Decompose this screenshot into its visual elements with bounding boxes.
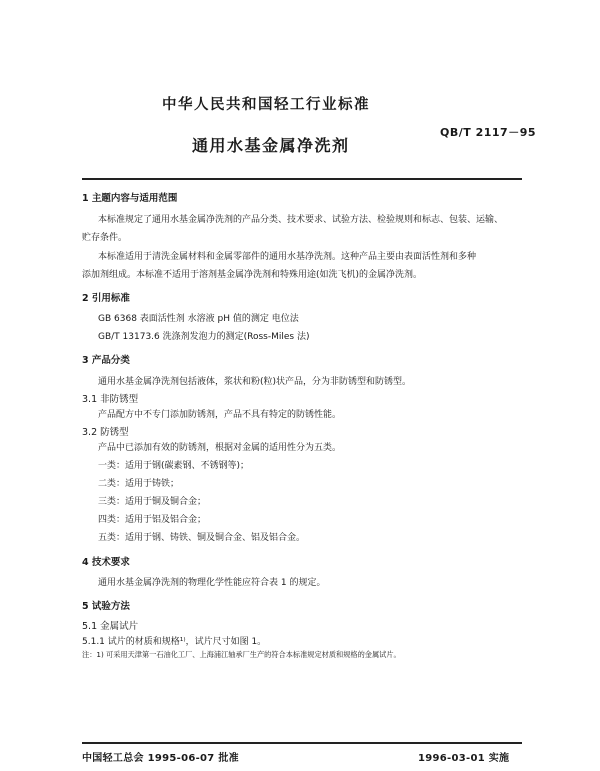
document-title: 通用水基金属净洗剂 [192, 136, 350, 155]
section-1-para-2-line-2: 添加剂组成。本标准不适用于溶剂基金属净洗剂和特殊用途(如洗飞机)的金属净洗剂。 [82, 270, 423, 280]
section-1-para-1-line-2: 贮存条件。 [82, 233, 128, 243]
section-3-2-text: 产品中已添加有效的防锈剂，根据对金属的适用性分为五类。 [98, 443, 342, 453]
class-2: 二类：适用于铸铁； [98, 479, 180, 489]
footnote: 注：1) 可采用天津第一石油化工厂、上海浦江轴承厂生产的符合本标准规定材质和规格的金属试片。 [82, 650, 401, 659]
section-1-para-2-line-1: 本标准适用于清洗金属材料和金属零部件的通用水基净洗剂。这种产品主要由表面活性剂和多种 [98, 252, 477, 262]
section-3-intro: 通用水基金属净洗剂包括液体，浆状和粉(粒)状产品，分为非防锈型和防锈型。 [98, 377, 412, 387]
section-1-heading: 1 主题内容与适用范围 [82, 193, 178, 204]
class-5: 五类：适用于钢、铸铁、铜及铜合金、铝及铝合金。 [98, 533, 306, 543]
section-5-1-heading: 5.1 金属试片 [82, 621, 139, 632]
section-3-2-heading: 3.2 防锈型 [82, 427, 129, 438]
section-4-text: 通用水基金属净洗剂的物理化学性能应符合表 1 的规定。 [98, 578, 326, 588]
section-5-heading: 5 试验方法 [82, 601, 130, 612]
section-2-heading: 2 引用标准 [82, 293, 130, 304]
org-title: 中华人民共和国轻工行业标准 [162, 97, 370, 113]
header-divider [82, 178, 522, 180]
section-5-1-1-text: 5.1.1 试片的材质和规格¹⁾，试片尺寸如图 1。 [82, 637, 267, 647]
section-3-1-heading: 3.1 非防锈型 [82, 394, 139, 405]
reference-1: GB 6368 表面活性剂 水溶液 pH 值的测定 电位法 [98, 314, 299, 324]
implementation-date: 1996-03-01 实施 [418, 753, 510, 764]
class-3: 三类：适用于铜及铜合金； [98, 497, 207, 507]
section-4-heading: 4 技术要求 [82, 557, 130, 568]
class-1: 一类：适用于钢(碳素钢、不锈钢等)； [98, 461, 250, 471]
footer-divider [82, 742, 522, 744]
reference-2: GB/T 13173.6 洗涤剂发泡力的测定(Ross-Miles 法) [98, 332, 310, 342]
section-3-1-text: 产品配方中不专门添加防锈剂，产品不具有特定的防锈性能。 [98, 410, 342, 420]
approval-date: 中国轻工总会 1995-06-07 批准 [82, 753, 239, 764]
section-1-para-1-line-1: 本标准规定了通用水基金属净洗剂的产品分类、技术要求、试验方法、检验规则和标志、包装、运输、 [98, 215, 504, 225]
standard-code: QB/T 2117－95 [440, 126, 537, 139]
section-3-heading: 3 产品分类 [82, 355, 130, 366]
class-4: 四类：适用于铝及铝合金； [98, 515, 207, 525]
